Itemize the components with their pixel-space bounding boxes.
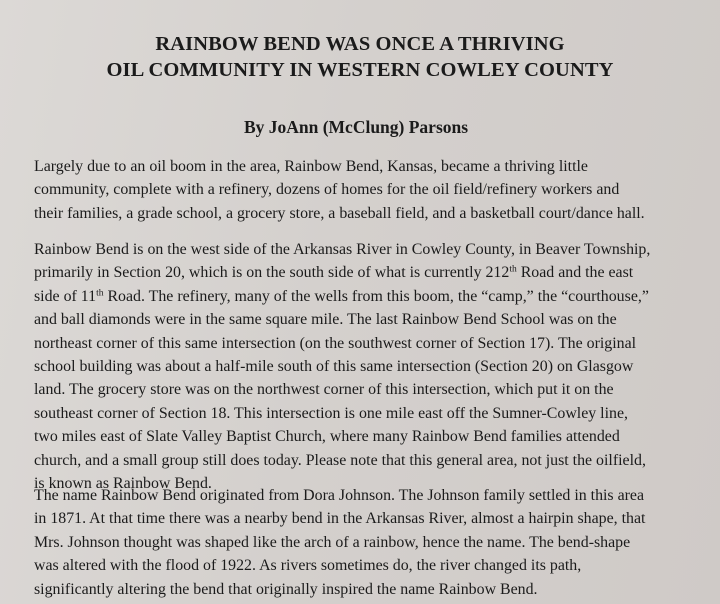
text-line: and ball diamonds were in the same square mile. The last Rainbow Bend School was on the [34,311,617,329]
title-line: RAINBOW BEND WAS ONCE A THRIVING [155,33,565,55]
text-line [34,261,718,284]
text-line: school building was about a half-mile south of this same intersection (Section 20) on Glasgow [34,358,634,376]
paragraph-location [34,238,718,495]
text-line: community, complete with a refinery, dozens of homes for the oil field/refinery workers and [34,181,620,199]
text-line: is known as Rainbow Bend. [34,475,212,493]
text-line: southeast corner of Section 18. This intersection is one mile east off the Sumner-Cowley line, [34,404,628,422]
text-line: their families, a grade school, a grocery store, a baseball field, and a basketball court/dance hall. [34,204,645,222]
paragraph-intro [34,155,718,225]
text-line [34,285,718,308]
text-line: The name Rainbow Bend originated from Dora Johnson. The Johnson family settled in this area [34,487,645,504]
text-line: land. The grocery store was on the northwest corner of this intersection, which put it on the [34,381,614,399]
article-title [0,31,720,83]
text-line: church, and a small group still does today. Please note that this general area, not just the oilfield, [34,451,646,469]
text-line: in 1871. At that time there was a nearby bend in the Arkansas River, almost a hairpin shape, that [34,510,646,528]
text-line: Mrs. Johnson thought was shaped like the arch of a rainbow, hence the name. The bend-shape [34,533,631,551]
author-byline: By JoAnn (McClung) Parsons [243,117,469,137]
superscript: th [509,264,517,275]
title-line: OIL COMMUNITY IN WESTERN COWLEY COUNTY [106,59,614,81]
text-span: side of 11 [34,287,97,305]
text-span: primarily in Section 20, which is on the south side of what is currently 212 [34,264,510,282]
text-line: northeast corner of this same intersection (on the southwest corner of Section 17). The original [34,334,637,352]
text-line: two miles east of Slate Valley Baptist Church, where many Rainbow Bend families attended [34,428,620,446]
text-span: Road and the east [516,264,634,282]
text-span: Road. The refinery, many of the wells from this boom, the “camp,” the “courthouse,” [103,287,649,305]
text-line: was altered with the flood of 1922. As rivers sometimes do, the river changed its path, [34,557,582,575]
text-line: Largely due to an oil boom in the area, Rainbow Bend, Kansas, became a thriving little [34,158,588,175]
superscript: th [96,288,104,299]
text-line: Rainbow Bend is on the west side of the Arkansas River in Cowley County, in Beaver Township, [34,241,651,258]
text-line: significantly altering the bend that originally inspired the name Rainbow Bend. [34,580,538,598]
paragraph-name-origin [34,484,718,601]
